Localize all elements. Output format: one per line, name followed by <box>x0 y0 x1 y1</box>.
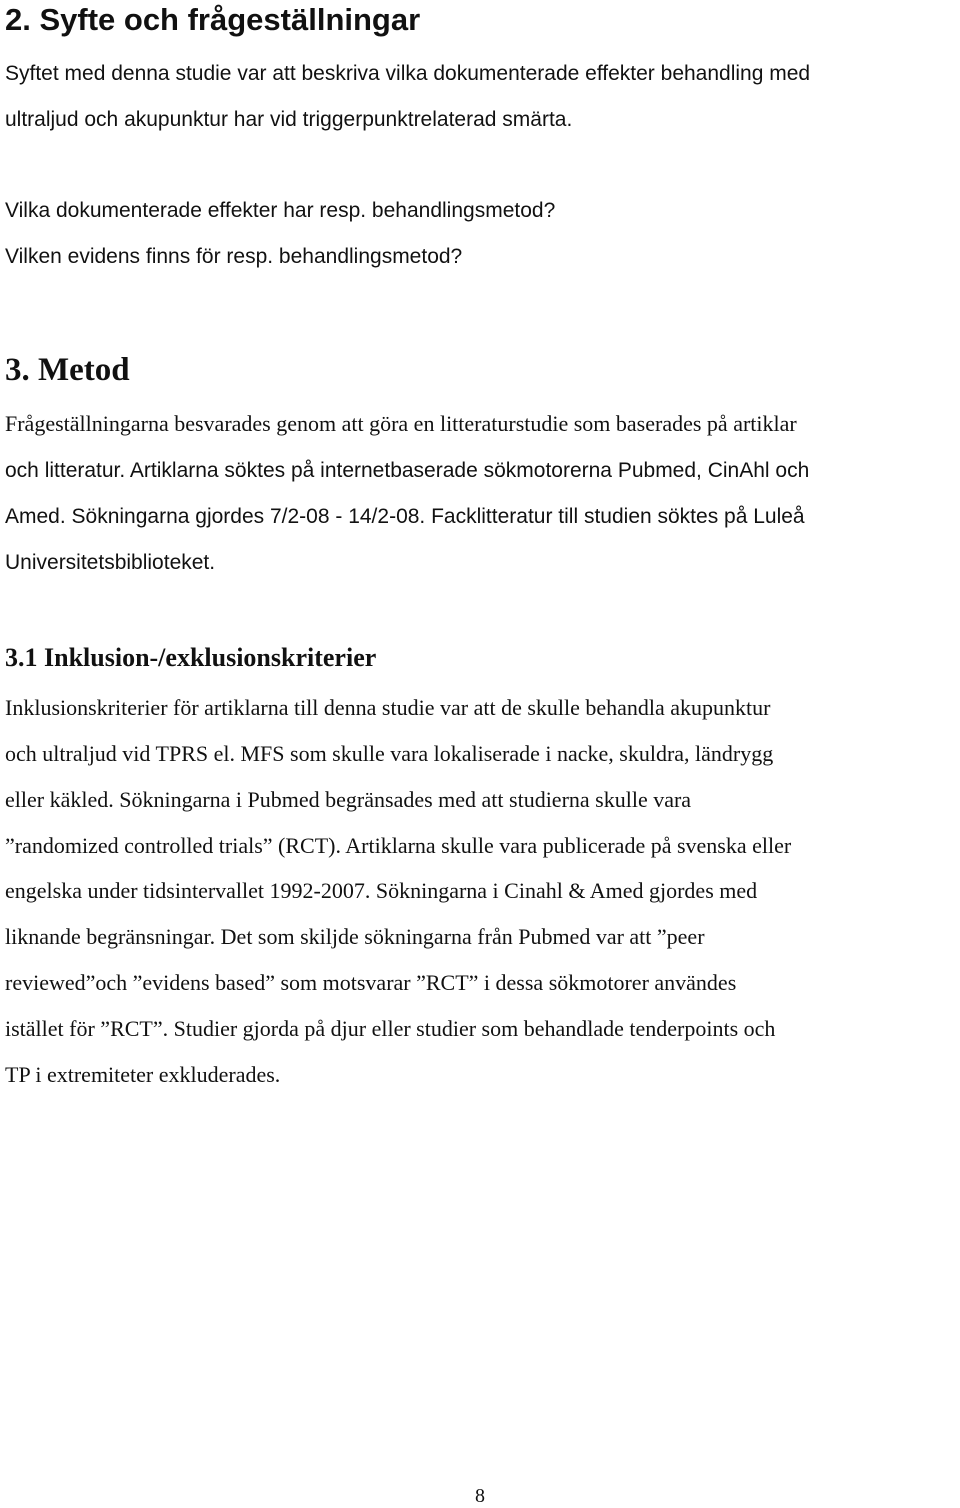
body-line: TP i extremiteter exkluderades. <box>5 1062 281 1087</box>
section-heading-inklusion: 3.1 Inklusion-/exklusionskriterier <box>5 643 377 672</box>
body-line: liknande begränsningar. Det som skiljde sökningarna från Pubmed var att ”peer <box>5 924 705 949</box>
body-line: Universitetsbiblioteket. <box>5 551 216 574</box>
body-line: Syftet med denna studie var att beskriva vilka dokumenterade effekter behandling med <box>5 62 811 85</box>
body-line: Amed. Sökningarna gjordes 7/2-08 - 14/2-08. Facklitteratur till studien söktes på Luleå <box>5 505 805 528</box>
question-line: Vilka dokumenterade effekter har resp. behandlingsmetod? <box>5 199 556 222</box>
body-line: och litteratur. Artiklarna söktes på internetbaserade sökmotorerna Pubmed, CinAhl och <box>5 459 810 482</box>
question-line: Vilken evidens finns för resp. behandlingsmetod? <box>5 245 463 268</box>
body-line: och ultraljud vid TPRS el. MFS som skulle vara lokaliserade i nacke, skuldra, ländrygg <box>5 741 774 766</box>
body-line: istället för ”RCT”. Studier gjorda på djur eller studier som behandlade tenderpoints och <box>5 1016 776 1041</box>
section-heading-metod: 3. Metod <box>5 352 130 388</box>
page-number: 8 <box>475 1485 485 1507</box>
body-line: reviewed”och ”evidens based” som motsvarar ”RCT” i dessa sökmotorer användes <box>5 970 737 995</box>
body-line: engelska under tidsintervallet 1992-2007. Sökningarna i Cinahl & Amed gjordes med <box>5 878 758 903</box>
body-line: Frågeställningarna besvarades genom att göra en litteraturstudie som baserades på artiklar <box>5 411 797 436</box>
body-line: ultraljud och akupunktur har vid triggerpunktrelaterad smärta. <box>5 108 573 131</box>
body-line: Inklusionskriterier för artiklarna till denna studie var att de skulle behandla akupunktur <box>5 695 771 720</box>
body-line: eller käkled. Sökningarna i Pubmed begränsades med att studierna skulle vara <box>5 787 692 812</box>
body-line: ”randomized controlled trials” (RCT). Artiklarna skulle vara publicerade på svenska eller <box>5 833 792 858</box>
section-heading-syfte: 2. Syfte och frågeställningar <box>5 2 421 37</box>
